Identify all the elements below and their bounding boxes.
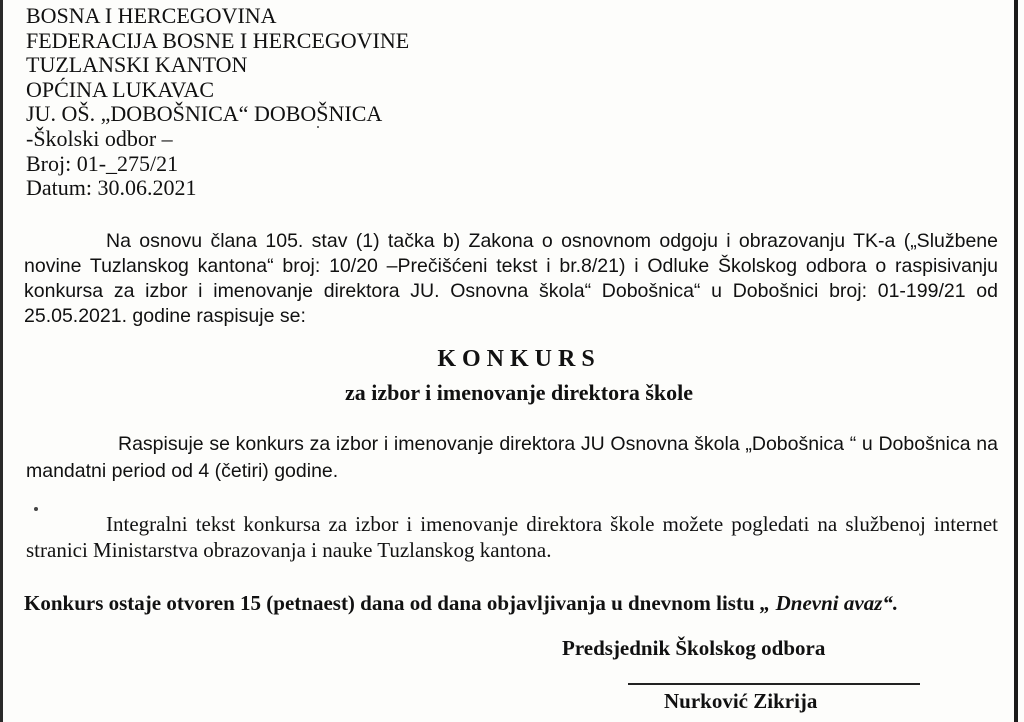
closing-text: Konkurs ostaje otvoren 15 (petnaest) dana od dana objavljivanja u dnevnom listu xyxy=(24,591,755,615)
document-title: KONKURS xyxy=(437,346,601,372)
signature-line xyxy=(628,683,920,685)
header-federation: FEDERACIJA BOSNE I HERCEGOVINE xyxy=(26,27,410,53)
intro-paragraph: Na osnovu člana 105. stav (1) tačka b) Zakona o osnovnom odgoju i obrazovanju TK-a („Službene novine Tuzlanskog kantona“ broj: 10/20 –Prečišćeni tekst i br.8/21) i Odluke Školskog odbora o raspisivanju konkursa za izbor i imenovanje direktora JU. Osnovna škola“ Dobošnica“ u Dobošnici broj: 01-199/21 od 25.05.2021. godine raspisuje se: xyxy=(24,230,998,327)
header-canton: TUZLANSKI KANTON xyxy=(26,52,248,78)
scan-speck xyxy=(317,126,319,128)
header-school: JU. OŠ. „DOBOŠNICA“ DOBOŠNICA xyxy=(26,101,383,127)
header-country: BOSNA I HERCEGOVINA xyxy=(26,3,277,28)
closing-paragraph xyxy=(24,590,998,617)
document-header xyxy=(26,4,409,201)
header-date: Datum: 30.06.2021 xyxy=(26,175,197,201)
header-number: Broj: 01-_275/21 xyxy=(26,150,179,176)
integral-text-paragraph: Integralni tekst konkursa za izbor i imenovanje direktora škole možete pogledati na službenoj internet stranici Ministarstva obrazovanja i nauke Tuzlanskog kantona. xyxy=(26,512,998,562)
signature-role: Predsjednik Školskog odbora xyxy=(562,636,826,660)
scan-speck xyxy=(34,507,38,511)
newspaper-name: „ Dnevni avaz“. xyxy=(759,591,899,615)
announcement-paragraph: Raspisuje se konkurs za izbor i imenovanje direktora JU Osnovna škola „Dobošnica “ u Dobošnica na mandatni period od 4 (četiri) godine. xyxy=(26,433,998,482)
header-board: -Školski odbor – xyxy=(26,125,173,151)
header-municipality: OPĆINA LUKAVAC xyxy=(26,76,215,102)
document-subtitle: za izbor i imenovanje direktora škole xyxy=(344,380,694,405)
signature-name: Nurković Zikrija xyxy=(664,689,818,713)
